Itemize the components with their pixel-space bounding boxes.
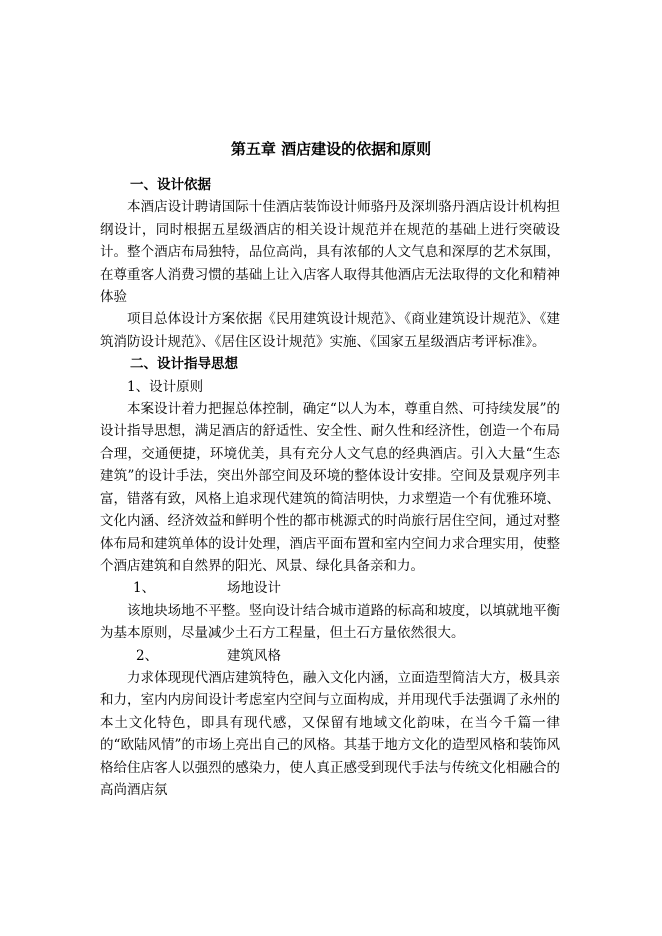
subheading-design-principle: 1、设计原则 — [127, 378, 204, 395]
document-body — [100, 174, 560, 801]
paragraph-design-principle: 本案设计着力把握总体控制，确定“以人为本，尊重自然、可持续发展”的设计指导思想，满足酒店的舒适性、安全性、耐久性和经济性，创造一个布局合理，交通便捷，环境优美，具有充分人文气息的经典酒店。引入大量“生态建筑”的设计手法，突出外部空间及环境的整体设计安排。空间及景观序列丰富，错落有致，风格上追求现代建筑的简洁明快，力求塑造一个有优雅环境、文化内涵、经济效益和鲜明个性的都市桃源式的时尚旅行居住空间，通过对整体布局和建筑单体的设计处理，酒店平面布置和室内空间力求合理实用，使整个酒店建筑和自然界的阳光、风景、绿化具备亲和力。 — [100, 401, 560, 574]
item-number: 1、 — [133, 580, 156, 597]
section-heading-design-guidance: 二、设计指导思想 — [130, 356, 238, 373]
paragraph-site-design: 该地块场地不平整。竖向设计结合城市道路的标高和坡度，以填就地平衡为基本原则，尽量减少土石方工程量，但土石方量依然很大。 — [100, 602, 560, 642]
paragraph-architectural-style: 力求体现现代酒店建筑特色，融入文化内涵，立面造型简洁大方，极具亲和力，室内内房间设计考虑室内空间与立面构成，并用现代手法强调了永州的本土文化特色，即具有现代感，又保留有地域文化韵味，在当今千篇一律的“欧陆风情”的市场上亮出自己的风格。其基于地方文化的造型风格和装饰风格给住店客人以强烈的感染力，使人真正感受到现代手法与传统文化相融合的高尚酒店氛 — [100, 669, 560, 798]
chapter-title: 第五章 酒店建设的依据和原则 — [230, 140, 432, 158]
item-label: 建筑风格 — [227, 647, 281, 664]
item-label: 场地设计 — [227, 580, 281, 597]
section-heading-design-basis: 一、设计依据 — [130, 177, 211, 193]
paragraph-design-basis: 本酒店设计聘请国际十佳酒店装饰设计师骆丹及深圳骆丹酒店设计机构担纲设计，同时根据五星级酒店的相关设计规范并在规范的基础上进行突破设计。整个酒店布局独特，品位高尚，具有浓郁的人文气息和深厚的艺术氛围，在尊重客人消费习惯的基础上让入店客人取得其他酒店无法取得的文化和精神体验 — [100, 199, 560, 306]
subheading-site-design — [100, 577, 560, 599]
subheading-architectural-style — [100, 645, 560, 667]
item-number: 2、 — [136, 647, 159, 664]
paragraph-design-standards: 项目总体设计方案依据《民用建筑设计规范》、《商业建筑设计规范》、《建筑消防设计规范》、《居住区设计规范》实施、《国家五星级酒店考评标准》。 — [100, 311, 560, 350]
